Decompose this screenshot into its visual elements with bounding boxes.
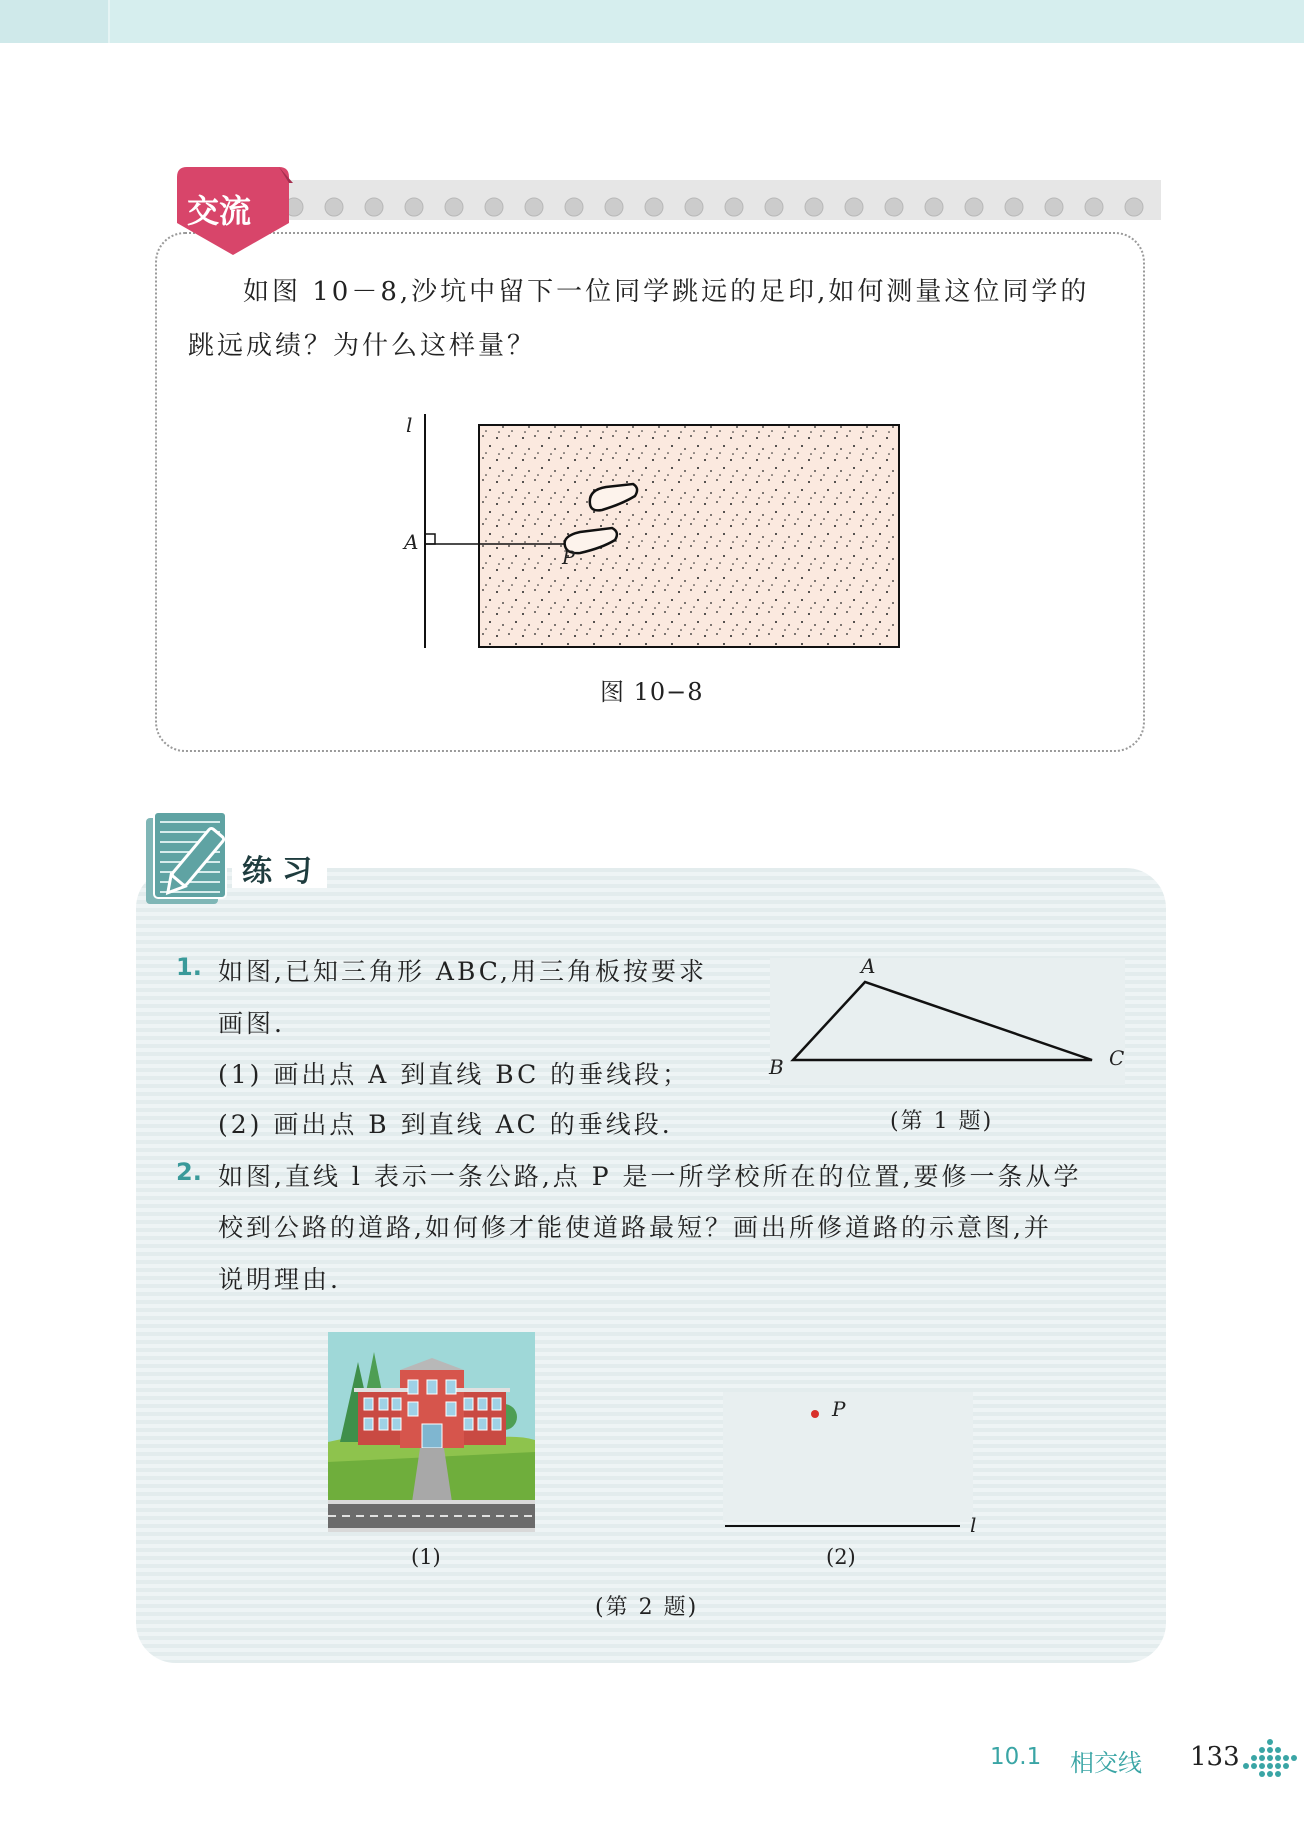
footer-section-title: 相交线 — [1070, 1749, 1142, 1777]
point-p — [811, 1410, 819, 1418]
question-1-line1: 如图,已知三角形 ABC,用三角板按要求 — [218, 957, 707, 986]
question-2-point-line-figure — [720, 1392, 990, 1532]
question-2-line3: 说明理由. — [218, 1265, 341, 1294]
question-2-line2: 校到公路的道路,如何修才能使道路最短？画出所修道路的示意图,并 — [218, 1213, 1052, 1242]
question-1-triangle-figure — [765, 950, 1130, 1085]
question-2-line1: 如图,直线 l 表示一条公路,点 P 是一所学校所在的位置,要修一条从学 — [218, 1162, 1082, 1191]
label-point-p: P — [832, 1397, 846, 1421]
footer-section-number: 10.1 — [990, 1744, 1042, 1770]
top-band — [0, 0, 1304, 43]
right-angle-mark — [425, 534, 435, 544]
question-2-figure-2-caption: (2) — [826, 1545, 856, 1569]
vertex-a: A — [861, 954, 876, 978]
exchange-tab — [173, 165, 293, 257]
notebook-pencil-icon — [144, 810, 236, 908]
question-2-figure-1-caption: (1) — [411, 1545, 441, 1569]
page-number: 133 — [1190, 1742, 1240, 1772]
top-band-left — [0, 0, 110, 43]
vertex-b: B — [769, 1055, 784, 1079]
sandpit — [479, 425, 899, 647]
label-a: A — [404, 530, 419, 554]
school-illustration — [328, 1332, 535, 1532]
figure-10-8-caption: 图 10−8 — [600, 678, 704, 706]
label-p: P — [562, 547, 575, 569]
exercise-title: 练习 — [242, 854, 322, 889]
question-2-number: 2. — [176, 1158, 202, 1186]
exchange-header-dots — [284, 194, 1144, 220]
vertex-c: C — [1109, 1046, 1125, 1070]
question-1-line2: 画图. — [218, 1009, 285, 1038]
question-1-number: 1. — [176, 953, 202, 981]
label-l: l — [406, 413, 413, 437]
exchange-text-line1: 如图 10－8,沙坑中留下一位同学跳远的足印,如何测量这位同学的 — [243, 277, 1090, 307]
label-line-l: l — [970, 1513, 977, 1532]
figure-10-8 — [390, 412, 920, 652]
question-1-part1: (1) 画出点 A 到直线 BC 的垂线段； — [218, 1060, 691, 1089]
question-1-part2: (2) 画出点 B 到直线 AC 的垂线段. — [218, 1110, 673, 1139]
exchange-text-line2: 跳远成绩？为什么这样量？ — [188, 331, 537, 361]
question-1-caption: (第 1 题) — [890, 1109, 994, 1134]
exchange-label: 交流 — [187, 192, 252, 230]
question-2-caption: (第 2 题) — [595, 1595, 699, 1620]
page-decoration-dots — [1240, 1738, 1300, 1782]
